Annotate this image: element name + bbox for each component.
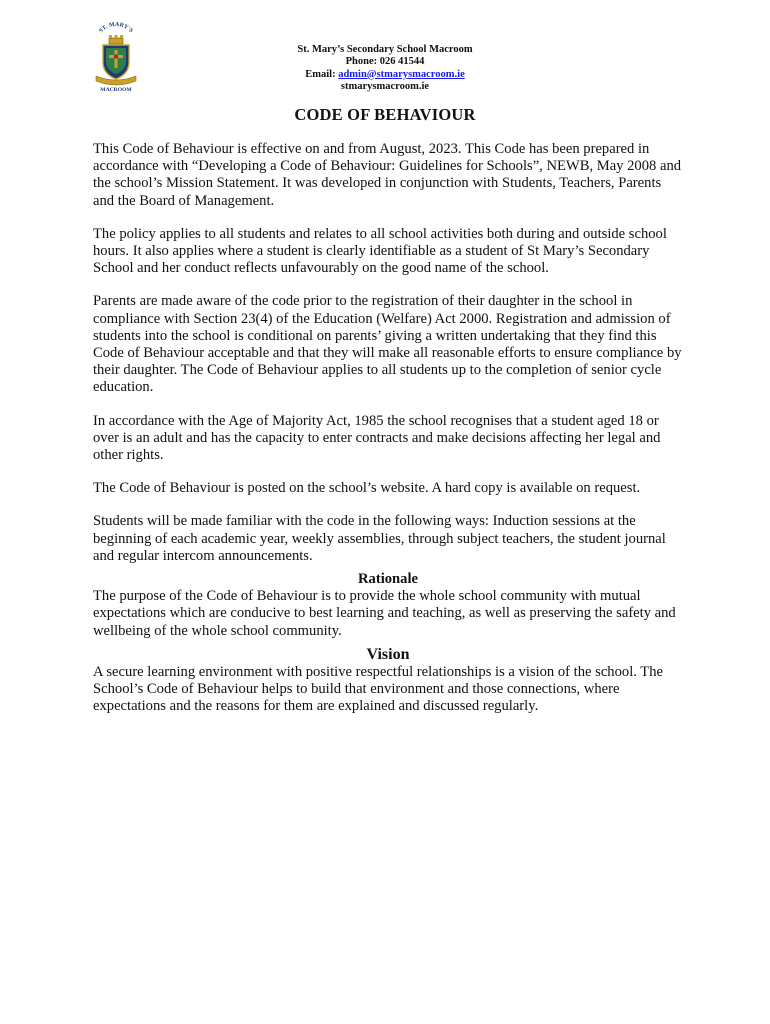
svg-text:ST. MARY'S: ST. MARY'S (98, 22, 134, 35)
paragraph-effective-date: This Code of Behaviour is effective on and from August, 2023. This Code has been prepared in accordance with “Developing a Code of Behaviour: Guidelines for Schools”, NEWB, May 2008 and the school’s Mission Statement. It was developed in conjunction with Students, Teachers, Parents and the Board of Management. (93, 141, 682, 209)
rationale-heading: Rationale (358, 571, 418, 588)
email-label: Email: (305, 68, 336, 80)
svg-text:MACROOM: MACROOM (100, 87, 132, 92)
vision-heading: Vision (366, 645, 410, 663)
paragraph-policy-scope: The policy applies to all students and relates to all school activities both during and outside school hours. It also applies where a student is clearly identifiable as a student of St Mary’s Secondary School and her conduct reflects unfavourably on the good name of the school. (93, 225, 667, 277)
vision-section (93, 646, 683, 716)
rationale-section (93, 571, 683, 640)
paragraph-availability: The Code of Behaviour is posted on the school’s website. A hard copy is available on request. (93, 480, 641, 497)
document-title: CODE OF BEHAVIOUR (294, 105, 476, 124)
school-crest-logo (92, 22, 140, 92)
crest-icon (92, 22, 140, 92)
paragraph-parents-registration: Parents are made aware of the code prior to the registration of their daughter in the school in compliance with Section 23(4) of the Education (Welfare) Act 2000. Registration and admission of students into the school is conditional on parents’ giving a written undertaking that they find this Code of Behaviour acceptable and that they will make all reasonable efforts to ensure compliance by their daughter. The Code of Behaviour applies to all students up to the completion of senior cycle education. (93, 293, 682, 396)
email-link[interactable]: admin@stmarysmacroom.ie (338, 68, 465, 80)
paragraph-familiarisation: Students will be made familiar with the code in the following ways: Induction sessions at the beginning of each academic year, weekly assemblies, through subject teachers, the student journal and regular intercom announcements. (93, 513, 666, 564)
document-body (93, 141, 683, 731)
rationale-text: The purpose of the Code of Behaviour is to provide the whole school community with mutual expectations which are conducive to best learning and teaching, as well as preserving the safety and wellbeing of the whole school community. (93, 588, 676, 639)
school-website: stmarysmacroom.ie (340, 80, 430, 92)
letterhead (140, 44, 630, 93)
school-email-line (140, 69, 630, 81)
vision-text: A secure learning environment with positive respectful relationships is a vision of the school. The School’s Code of Behaviour helps to build that environment and those connections, where expectations and the reasons for them are explained and discussed regularly. (93, 663, 663, 715)
school-name: St. Mary’s Secondary School Macroom (297, 44, 473, 55)
school-phone: Phone: 026 41544 (345, 56, 425, 68)
paragraph-age-of-majority: In accordance with the Age of Majority Act, 1985 the school recognises that a student aged 18 or over is an adult and has the capacity to enter contracts and make decisions affecting her legal and other rights. (93, 412, 661, 464)
